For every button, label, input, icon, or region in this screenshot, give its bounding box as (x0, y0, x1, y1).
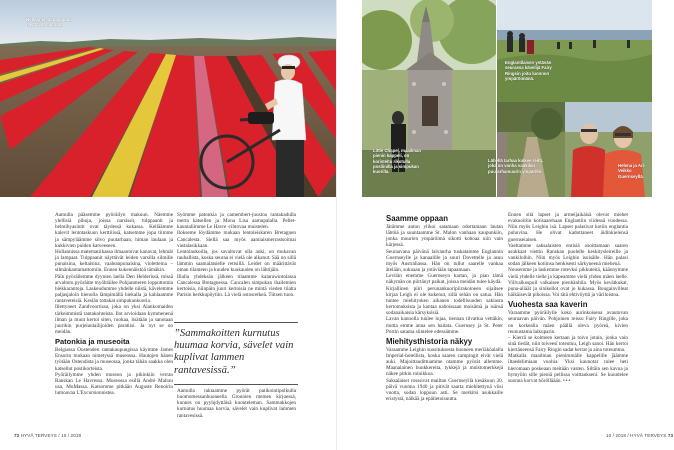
body-column-3 (386, 212, 503, 402)
pullquote-rule-top (174, 322, 298, 323)
section-heading: Saamme oppaan (386, 214, 448, 223)
paragraph (508, 353, 628, 384)
section-heading: Miehitysthistoria näkyy (386, 336, 473, 346)
paragraph: Illettyneet Zandvoortissa, joka on yksi Alankomaiden tärkeimmistä rantakohteista. Ilot arvioidaan kymmenenä ilman ja muut kertoi siten, ruokaa, lisätään ja sanotaan juurikin purjelautailijoiden paratiisi. Ja nyt se on meidän. (55, 304, 173, 335)
paragraph: Aamulla pääsemme pyöräilyn makuun. Näemme ylellisiä pihoja, joissa narsissit, tulppaanit ja helmihyasintit ovat täydessä kukassa. Kelläämme kalevit lentotaskuun kerttiiissä, katsemme jopa tiimme ja sämpyläämme silvo puutarhaan, himan laulaan ja kukkivien puiden katveeseen. (55, 212, 173, 249)
page-number: 73 (667, 433, 674, 438)
paragraph: Varaamme Leighin suosituksesta huoneen meriäköalalla Imperial-hotellista, koska saaren campingit eivät vielä auki. Majoittaudittuamme otamme pyörät allemme. Maanalainen bunkkereita, tykkejä ja muistomerkkejä näkee pitkin ruinikkoa. (386, 346, 503, 378)
paragraph: Vaeltamme saksalaisten entisiä osoittamaan saaren asukkaat viettin Ranskan puolelle keskitysleireille ja vankiloihin. Niin myös Leighin isoisälle. Hän palasi sodan jälkeen kotiinsa henkisesti särkyneenä miehenä. (508, 242, 628, 268)
paragraph: Nousemme ja laskemme rotevksi pikkuteitä, käännymme vielä yhdelle tielle ja kapeamme vielä yhden mäen laelle. Villvalkospuil valkaisee pienhänhila. Myös kevätkukat, puna-aliäät ja sinikellot ovat jo kukassa. Bougainvilleat häikäisevät pihoissa. Voi tätä ehtivöyttä ja väriloistoa. (508, 267, 628, 299)
tulip-field-photo (0, 0, 337, 197)
folio-left (14, 433, 81, 438)
garden-path-caption: Lähellä tarhaa kulkee reitti, joka on vanha vankilan puutarhamuurin ympärille. (488, 158, 544, 174)
body-column-2-bottom (177, 388, 296, 419)
magazine-issue: 10 / 2018 / HYVÄ TERVEYS (606, 433, 667, 438)
magazine-issue: HYVÄ TERVEYS / 10 / 2018 (20, 433, 82, 438)
paragraph-text: Matkalla maailman pienimmälle kappelille jäämme iltaedelimiaan vuohia. Yksi kaunotar tulee heti hieromaan poskeaan meitään vasten. Siltäin sen kavua ja hymyilin sille pieniä pellissa voittaukseni. Se kuuntelee suonna korvat hörölläään. (508, 353, 628, 384)
paragraph: Seuraavana päivänä laivaurha tuskatamme Englannin Guernseylle ja kanaalille ja suuri Dovettelle ja asuu myös Australiassa. Hän on tullut saarelle vanhaa ätelään, sukuaan ja ystäviään tapaamaan. (386, 248, 503, 274)
paragraph: Hollannissa matematiikassa ilmaantuvat kanavat, lehmät ja lampaat. Tulppaanit näyttävät leiden varsilla silmille punaisina, keltaisina, vaaleanpunaisina, violetteina – silmänkantamattomiin. Ennen kukennäistöä tämäkin. (55, 248, 173, 274)
pullquote-rule-bottom (174, 384, 298, 385)
paragraph: Levitän enemme Guernseyn kartan, ja pian tämä näkymän on piirtänyt paikat, joissa meidän tulee käydä. (386, 273, 503, 286)
section-heading: Patonkia ja museoita (55, 337, 130, 347)
paragraph: Lentolaukoilla, jos savaituvat olla auki, on mukavan rauhallista, koska seuraa ei vielä ole alkanut. Sää on sillä lämmin saamalatsielle rettsillä. Leidet on määrittävät oman tilanteen ja kuuden kuukauden on lähtijäin. (177, 248, 296, 274)
garden-path-photo (497, 102, 565, 197)
coastal-walk-photo (497, 0, 652, 102)
paragraph: Ennen sitä lapset ja armeijaikäisä olevat miehet evakuoitiin kotisaarehaan Englantiin viidessä vuodessa. Niin myös Leighin isä. Lapset palasivat kotiin englantia puhuvina. He olivat kadottaneet äidinkielensä guernseiaisen. (508, 212, 628, 243)
paragraph: Syömme patonkia ja camembert-juustoa rantakadulla merta katsellen ja Mona Lisa aamupalalla. Pellet-kauntaliimme Le Havre -rihtovaa muistelen. (177, 212, 296, 231)
paragraph: Kirjallinen piiri perunankuoripiirakoineen sijaitsee kirjaa Leigh ei ole kukenut, sillä sehän on satua. Hän tuntee miehitysken aikanen todellisuuden sakiasra kertomuksista ja kantaa nahoissaan moisämä ja isänsä sodanaikaisia kärsyksisiä. (386, 285, 503, 317)
body-column-1 (55, 212, 173, 396)
page-number: 72 (14, 433, 20, 438)
paragraph: Jätämme auton ylikoi satamaan odottamaan lautan lähtöä ja suuntaamme St. Malon vanhaan kaupunkiin, jonka muurien ympäröimä sikotti koboaa niin vain kärjessä. (386, 224, 503, 249)
paragraph: Pyöräilymme yhden museon ja pikinkiin verran Ranskan Le Havressa. Museossa esillä André Malrau usa, MuMassa. Katsomme pitkään Auguste Renoirin lumoavaa L'Excursionnistea. (55, 371, 173, 397)
couple-photo-caption: Helena ja Ari-Veikko Guernseyllä. (618, 163, 646, 179)
paragraph: Lavan kannolla tuulee lujaa, tiennan tilvattua vettäkin, mutta emme anna sen haitata. Guernsey ja St. Peter Portin satama siintelee edessämme. (386, 316, 503, 335)
chapel-photo-caption: Little Chapel, maailman pienin kappeli, on koristeltu rikotulla posliinilla ja simpukan kuorilla. (373, 148, 421, 175)
end-mark: ••• (563, 377, 572, 384)
body-column-4 (508, 212, 628, 384)
body-column-2 (177, 212, 296, 298)
paragraph: Belgiassa Oostenden rantakaupungissa käymme James Ensorin mukaan nimetyssä museossa. Hautojen hänen työtään Ostendista ja museossa, jonka tähän saakka olen katsellut postikorteista. (55, 347, 173, 372)
couple-portrait-photo (565, 102, 652, 197)
paragraph: Päin pyöräilemme dyynien laella Den Helderissä, missä arvaltutu pyöräitte myöhtäilee Pohjanmeren lopputtomia hiekkarantoja. Laskeudumme yhdelle niistä, kävelemme paljasjaloin hienolla lämpimällä hiekalla ja kahlaamme rantaveteisiä. Keslän tottakat simpukankuoria. (55, 273, 173, 305)
paragraph: Varaamme pyöräilylle koko aurinkoisena avautuvan seuraavan päivän. Pohjoinen reissu Fairy Ringille, joka on korkealla mäen päällä oleva pyöreä, kivien reunustama laikuparin. (508, 310, 628, 335)
section-heading: Vuohesta saa kaverin (508, 300, 588, 310)
paragraph: Aamulla taktaamme pyörät patikointipolkulla huomomessanhuoneella Grounien memen kirjoessä, kunnes on pyyhjdyttäisä kuonteleman. Sammakkojen kurnutus huumaa korvia, sävelet vain kuplivat lammen rantavesissä. (177, 388, 296, 419)
tulip-photo-caption: Hollannissa tulppaanit näyttävät matolta. (26, 17, 72, 28)
paragraph: Illalla yhdeksän jälkeen tilaamme kalarawintolassa Cancalessa Bretagnessa. Cancalen simpukan ihailemien kertoisia, niinpäin juuri kertoisia ne mintä vieden tilalta Parisin herkkupöytiin. Lä vielä ostosretkeä. Tiitsen tuon. (177, 273, 296, 299)
paragraph: – Kierrä se kolmeen kertaan ja toivo jotain, jonka vain sinä tiedät, niin toiveesi toteutuu, Leigh sanoi. Hän kertoi kiertäneensä Fairy Ringin sadat kerrat ja aina toteumma. (508, 334, 628, 354)
coastal-walk-caption: Englantilaisen ystävän seurassa kävelijä Fairy Ringsin joitu luonnon ympäröimänä. (505, 60, 552, 81)
paragraph: Saksalaiset rosssivat mailtan Guernseyllä kesäkuun 30. päivä vuonna 1940 ja pitivät saarta miehitettynä viisi vuotta, sodan loppuun asti. Se merkitsi asukkaille eristystä, nälkää ja epätietoisuutta. (386, 377, 503, 403)
folio-right (606, 433, 673, 438)
paragraph: Ilokseme löydämme mukaan lentoleiskaren Bretagnen Cancalesta. Siellä saa myös aamiaismerrastsoimai vastalasikkaan. (177, 230, 296, 249)
pullquote: ”Sammakoitten kurnutus huumaa korvia, sävelet vain kuplivat lammen rantavesissä.” (174, 328, 294, 376)
